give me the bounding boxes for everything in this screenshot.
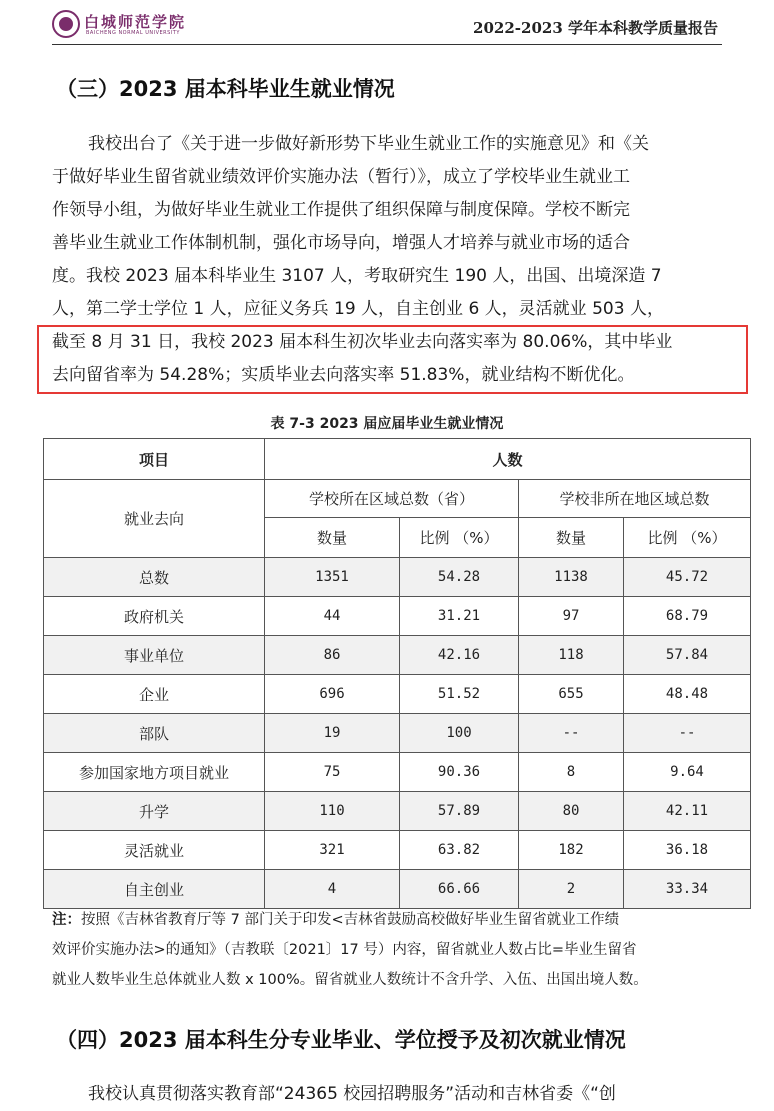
out-ratio-cell: 36.18 [624,831,751,870]
in-ratio-cell: 51.52 [400,675,519,714]
table-row [44,714,751,753]
out-count-cell: 182 [519,831,624,870]
sub-header-ratio: 比例 （%） [400,518,519,558]
paragraph-line: 作领导小组，为做好毕业生就业工作提供了组织保障与制度保障。学校不断完 [52,200,630,220]
table-row [44,792,751,831]
paragraph-line: 截至 8 月 31 日，我校 2023 届本科生初次毕业去向落实率为 80.06%，其中毕业 [52,332,673,352]
table-row [44,597,751,636]
table-row [44,753,751,792]
out-ratio-cell: 33.34 [624,870,751,909]
in-count-cell: 1351 [265,558,400,597]
out-count-cell: 8 [519,753,624,792]
page-header [0,0,774,46]
note-prefix: 注： [52,912,81,928]
section-3-heading: （三）2023 届本科毕业生就业情况 [56,77,395,101]
in-count-cell: 321 [265,831,400,870]
highlight-annotation-box [37,325,748,394]
table-row [44,675,751,714]
sub-header-count: 数量 [519,518,624,558]
out-ratio-cell: -- [624,714,751,753]
in-count-cell: 696 [265,675,400,714]
in-ratio-cell: 63.82 [400,831,519,870]
out-count-cell: 118 [519,636,624,675]
row-label: 企业 [44,675,265,714]
in-ratio-cell: 100 [400,714,519,753]
out-ratio-cell: 57.84 [624,636,751,675]
out-count-cell: 655 [519,675,624,714]
in-ratio-cell: 54.28 [400,558,519,597]
in-ratio-cell: 31.21 [400,597,519,636]
note-line: 效评价实施办法>的通知》（吉教联〔2021〕17 号）内容，留省就业人数占比=毕业生留省 [52,942,637,958]
out-count-cell: 97 [519,597,624,636]
row-label: 升学 [44,792,265,831]
paragraph-line: 于做好毕业生留省就业绩效评价实施办法（暂行）》，成立了学校毕业生就业工 [52,167,630,187]
out-ratio-cell: 9.64 [624,753,751,792]
table-note [52,905,748,995]
paragraph-line: 度。我校 2023 届本科毕业生 3107 人，考取研究生 190 人，出国、出境深造 7 [52,266,662,286]
row-label: 政府机关 [44,597,265,636]
out-count-cell: 2 [519,870,624,909]
in-count-cell: 44 [265,597,400,636]
in-count-cell: 110 [265,792,400,831]
row-label-direction: 就业去向 [44,480,265,558]
table-row [44,870,751,909]
out-count-cell: -- [519,714,624,753]
row-label: 灵活就业 [44,831,265,870]
section-4-paragraph [52,1078,742,1111]
row-label: 部队 [44,714,265,753]
table-row [44,558,751,597]
logo-english-name: BAICHENG NORMAL UNIVERSITY [86,30,180,36]
in-count-cell: 75 [265,753,400,792]
university-seal-icon [52,10,80,38]
sub-header-ratio: 比例 （%） [624,518,751,558]
table-row [44,831,751,870]
employment-table [43,438,751,909]
header-divider [52,44,722,45]
in-ratio-cell: 42.16 [400,636,519,675]
out-ratio-cell: 42.11 [624,792,751,831]
out-count-cell: 80 [519,792,624,831]
row-label: 参加国家地方项目就业 [44,753,265,792]
header-item: 项目 [44,439,265,480]
out-count-cell: 1138 [519,558,624,597]
table-caption: 表 7-3 2023 届应届毕业生就业情况 [270,416,504,432]
section-4-heading: （四）2023 届本科生分专业毕业、学位授予及初次就业情况 [56,1028,626,1052]
report-title: 2022-2023 学年本科教学质量报告 [473,19,718,37]
sub-header-count: 数量 [265,518,400,558]
university-logo [52,10,202,40]
in-count-cell: 19 [265,714,400,753]
table-row [44,636,751,675]
row-label: 总数 [44,558,265,597]
in-ratio-cell: 90.36 [400,753,519,792]
in-count-cell: 4 [265,870,400,909]
group-in-province: 学校所在区域总数（省） [265,480,519,518]
in-ratio-cell: 57.89 [400,792,519,831]
out-ratio-cell: 45.72 [624,558,751,597]
group-out-province: 学校非所在地区域总数 [519,480,751,518]
paragraph-line: 我校认真贯彻落实教育部“24365 校园招聘服务”活动和吉林省委《“创 [88,1084,616,1104]
header-people: 人数 [265,439,751,480]
row-label: 事业单位 [44,636,265,675]
logo-name: 白城师范学院 [84,13,187,31]
paragraph-line: 人，第二学士学位 1 人，应征义务兵 19 人，自主创业 6 人，灵活就业 503 人， [52,299,664,319]
out-ratio-cell: 48.48 [624,675,751,714]
note-line: 注：按照《吉林省教育厅等 7 部门关于印发<吉林省鼓励高校做好毕业生留省就业工作绩 [52,912,620,928]
paragraph-line: 我校出台了《关于进一步做好新形势下毕业生就业工作的实施意见》和《关 [88,134,649,154]
paragraph-line: 善毕业生就业工作体制机制，强化市场导向，增强人才培养与就业市场的适合 [52,233,630,253]
note-line: 就业人数毕业生总体就业人数 x 100%。留省就业人数统计不含升学、入伍、出国出境人数。 [52,972,648,988]
in-count-cell: 86 [265,636,400,675]
row-label: 自主创业 [44,870,265,909]
paragraph-line: 去向留省率为 54.28%；实质毕业去向落实率 51.83%，就业结构不断优化。 [52,365,635,385]
out-ratio-cell: 68.79 [624,597,751,636]
in-ratio-cell: 66.66 [400,870,519,909]
